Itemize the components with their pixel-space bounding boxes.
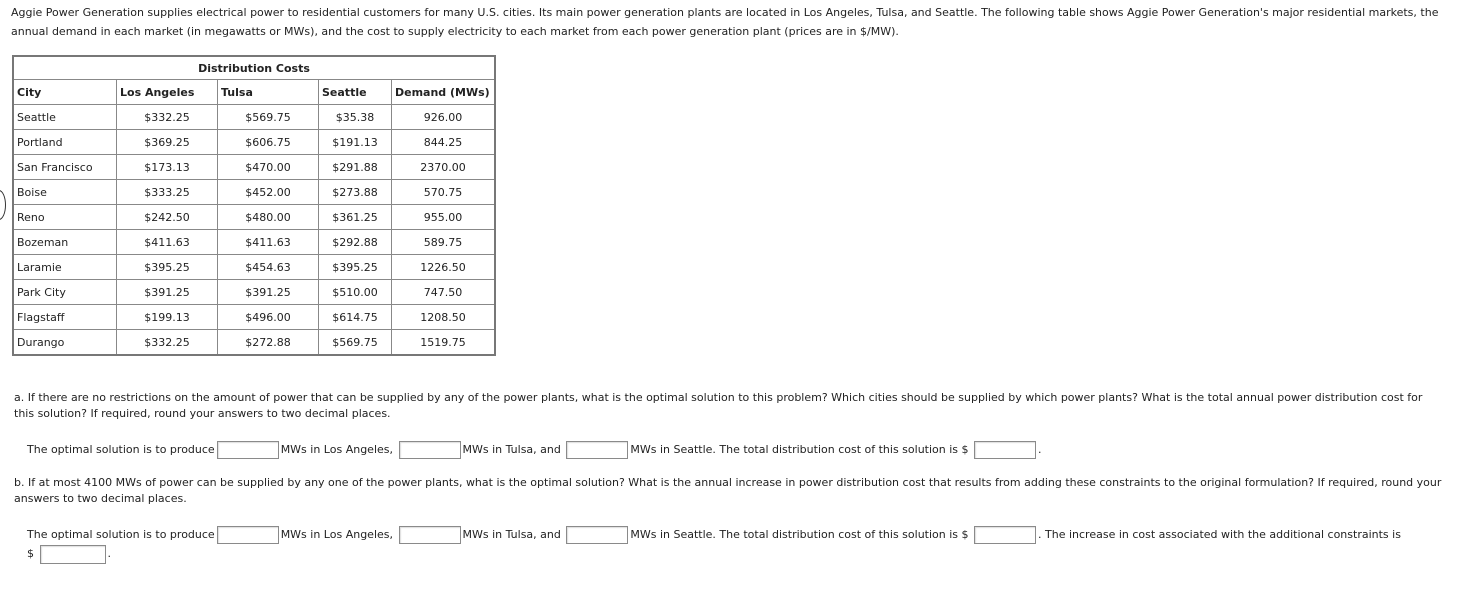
city-cell: Reno	[13, 205, 117, 230]
header-demand: Demand (MWs)	[392, 80, 496, 105]
answer-a-seattle-suffix: MWs in Seattle. The total distribution cost of this solution is $	[630, 443, 969, 456]
city-cell: San Francisco	[13, 155, 117, 180]
table-caption: Distribution Costs	[198, 61, 310, 75]
answer-b-increase-text: . The increase in cost associated with the additional constraints is	[1038, 528, 1401, 541]
cost-cell: $496.00	[218, 305, 319, 330]
city-cell: Seattle	[13, 105, 117, 130]
table-row	[13, 130, 495, 155]
city-cell: Flagstaff	[13, 305, 117, 330]
cost-cell: $199.13	[117, 305, 218, 330]
city-cell: Laramie	[13, 255, 117, 280]
answer-b-los-angeles-input[interactable]	[217, 526, 279, 544]
demand-cell: 589.75	[392, 230, 496, 255]
question-b: b. If at most 4100 MWs of power can be supplied by any one of the power plants, what is the optimal solution? What is the annual increase in power distribution cost that results from adding these constraints to the original formulation? If required, round your answers to two decimal places.	[14, 476, 1442, 505]
cost-cell: $411.63	[117, 230, 218, 255]
table-row	[13, 155, 495, 180]
cost-cell: $606.75	[218, 130, 319, 155]
answer-b-la-suffix: MWs in Los Angeles,	[280, 528, 393, 541]
table-row	[13, 230, 495, 255]
cost-cell: $291.88	[319, 155, 392, 180]
cost-cell: $272.88	[218, 330, 319, 356]
city-cell: Boise	[13, 180, 117, 205]
cost-cell: $395.25	[319, 255, 392, 280]
answer-b-seattle-input[interactable]	[566, 526, 628, 544]
header-seattle: Seattle	[319, 80, 392, 105]
cost-cell: $510.00	[319, 280, 392, 305]
cost-cell: $191.13	[319, 130, 392, 155]
table-row	[13, 305, 495, 330]
demand-cell: 844.25	[392, 130, 496, 155]
answer-b-seattle-suffix: MWs in Seattle. The total distribution cost of this solution is $	[630, 528, 969, 541]
cost-cell: $361.25	[319, 205, 392, 230]
answer-line-a	[27, 440, 1042, 460]
city-cell: Durango	[13, 330, 117, 356]
answer-line-b-cont	[27, 544, 111, 564]
answer-a-total-cost-input[interactable]	[974, 441, 1036, 459]
demand-cell: 926.00	[392, 105, 496, 130]
cost-cell: $273.88	[319, 180, 392, 205]
table-row	[13, 205, 495, 230]
demand-cell: 570.75	[392, 180, 496, 205]
answer-b-tulsa-input[interactable]	[399, 526, 461, 544]
answer-b-end: .	[107, 547, 111, 560]
cost-cell: $391.25	[117, 280, 218, 305]
table-row	[13, 330, 495, 356]
answer-a-seattle-input[interactable]	[566, 441, 628, 459]
demand-cell: 1519.75	[392, 330, 496, 356]
answer-a-los-angeles-input[interactable]	[217, 441, 279, 459]
demand-cell: 955.00	[392, 205, 496, 230]
table-row	[13, 180, 495, 205]
cost-cell: $454.63	[218, 255, 319, 280]
answer-a-tulsa-input[interactable]	[399, 441, 461, 459]
cost-cell: $470.00	[218, 155, 319, 180]
header-city: City	[13, 80, 117, 105]
cost-cell: $332.25	[117, 105, 218, 130]
answer-a-prefix: The optimal solution is to produce	[27, 443, 215, 456]
cost-cell: $292.88	[319, 230, 392, 255]
header-tulsa: Tulsa	[218, 80, 319, 105]
cost-cell: $173.13	[117, 155, 218, 180]
cost-cell: $614.75	[319, 305, 392, 330]
answer-a-end: .	[1038, 443, 1042, 456]
table-caption-row	[13, 56, 495, 80]
question-a: a. If there are no restrictions on the amount of power that can be supplied by any of the power plants, what is the optimal solution to this problem? Which cities should be supplied by which power plants? What is the total annual power distribution cost for this solution? If required, round your answers to two decimal places.	[14, 391, 1423, 420]
table-header-row	[13, 80, 495, 105]
answer-a-la-suffix: MWs in Los Angeles,	[280, 443, 393, 456]
answer-b-prefix: The optimal solution is to produce	[27, 528, 215, 541]
table-row	[13, 105, 495, 130]
city-cell: Bozeman	[13, 230, 117, 255]
page-edge-marker	[0, 190, 6, 220]
distribution-costs-table	[12, 55, 496, 356]
answer-b-increase-input[interactable]	[40, 545, 106, 564]
cost-cell: $391.25	[218, 280, 319, 305]
answer-a-tulsa-suffix: MWs in Tulsa, and	[462, 443, 561, 456]
cost-cell: $452.00	[218, 180, 319, 205]
header-los-angeles: Los Angeles	[117, 80, 218, 105]
answer-b-tulsa-suffix: MWs in Tulsa, and	[462, 528, 561, 541]
city-cell: Portland	[13, 130, 117, 155]
cost-cell: $395.25	[117, 255, 218, 280]
table-row	[13, 255, 495, 280]
demand-cell: 747.50	[392, 280, 496, 305]
cost-cell: $480.00	[218, 205, 319, 230]
table-row	[13, 280, 495, 305]
answer-b-dollar: $	[27, 547, 34, 560]
cost-cell: $242.50	[117, 205, 218, 230]
problem-intro: Aggie Power Generation supplies electrical power to residential customers for many U.S. cities. Its main power generation plants are located in Los Angeles, Tulsa, and Seattle. The following table shows Aggie Power Generation's major residential markets, the annual demand in each market (in megawatts or MWs), and the cost to supply electricity to each market from each power generation plant (prices are in $/MW).	[11, 6, 1439, 38]
cost-cell: $35.38	[319, 105, 392, 130]
demand-cell: 1208.50	[392, 305, 496, 330]
city-cell: Park City	[13, 280, 117, 305]
answer-line-b	[27, 525, 1401, 545]
cost-cell: $569.75	[319, 330, 392, 356]
cost-cell: $333.25	[117, 180, 218, 205]
cost-cell: $569.75	[218, 105, 319, 130]
demand-cell: 1226.50	[392, 255, 496, 280]
cost-cell: $411.63	[218, 230, 319, 255]
demand-cell: 2370.00	[392, 155, 496, 180]
answer-b-total-cost-input[interactable]	[974, 526, 1036, 544]
cost-cell: $369.25	[117, 130, 218, 155]
cost-cell: $332.25	[117, 330, 218, 356]
